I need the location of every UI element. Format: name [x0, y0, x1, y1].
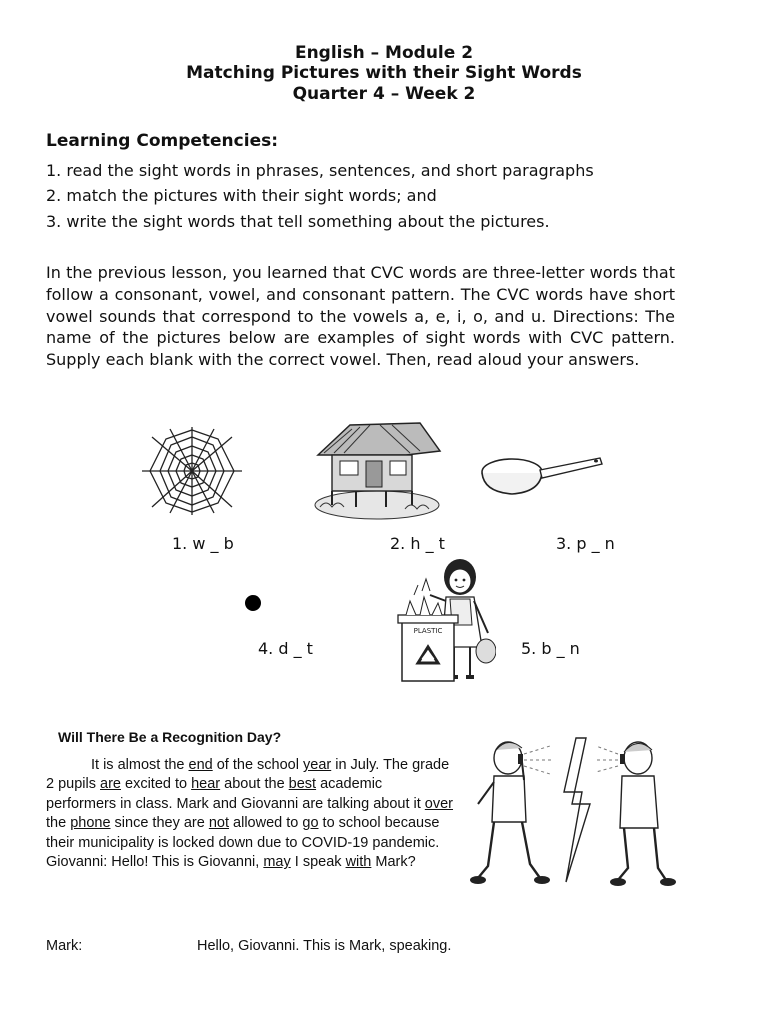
sight-word: phone: [70, 815, 111, 832]
competency-item: 2. match the pictures with their sight words; and: [46, 186, 437, 205]
lesson-title: Matching Pictures with their Sight Words: [186, 63, 582, 83]
story-text: about the: [220, 776, 289, 793]
story-text: to school because their municipality is locked down due to COVID-19 pandemic.: [46, 815, 440, 851]
intro-paragraph: In the previous lesson, you learned that CVC words are three-letter words that follow a consonant, vowel, and consonant pattern. The CVC words have short vowel sounds that correspond to the vowels a, e, i, o, and u. Directions: The name of the pictures below are examples of sight words with CVC pattern. Supply each blank with the correct vowel. Then, read aloud your answers.: [46, 263, 675, 370]
competencies-title: Learning Competencies:: [46, 131, 279, 151]
pan-icon: [478, 448, 606, 500]
story-text: since they are: [110, 815, 209, 832]
sight-word: best: [288, 776, 317, 793]
story-paragraph: [46, 756, 456, 872]
story-text: in July. The grade 2 pupils: [46, 757, 450, 793]
story-text: I speak: [290, 854, 346, 871]
sight-word: over: [424, 795, 454, 812]
competency-item: 3. write the sight words that tell something about the pictures.: [46, 212, 550, 231]
story-body: [46, 756, 456, 853]
picture-label-pan: 3. p _ n: [556, 534, 615, 553]
girl-with-recycle-bin-icon: [396, 555, 496, 685]
competency-item: 1. read the sight words in phrases, sentences, and short paragraphs: [46, 161, 594, 180]
story-text: the: [46, 815, 71, 832]
story-title: Will There Be a Recognition Day?: [58, 729, 282, 745]
sight-word: go: [302, 815, 319, 832]
giovanni-line: [46, 853, 456, 872]
sight-word: not: [208, 815, 230, 832]
bin-label: PLASTIC: [413, 627, 443, 635]
quarter-week: Quarter 4 – Week 2: [292, 84, 476, 104]
mark-speaker: Mark:: [46, 938, 83, 954]
story-text: It is almost the: [91, 757, 189, 773]
mark-line: Hello, Giovanni. This is Mark, speaking.: [197, 938, 452, 954]
story-text: of the school: [212, 757, 303, 773]
sight-word: with: [345, 854, 372, 871]
picture-label-dot: 4. d _ t: [258, 639, 313, 658]
story-text: allowed to: [229, 815, 303, 832]
spider-web-icon: [140, 425, 244, 517]
module-title: English – Module 2: [294, 43, 474, 63]
picture-label-hut: 2. h _ t: [390, 534, 445, 553]
sight-word: hear: [191, 776, 221, 793]
sight-word: end: [188, 757, 213, 773]
sight-word: may: [263, 854, 291, 871]
sight-word: are: [100, 776, 121, 793]
sight-word: year: [303, 757, 332, 773]
story-text: Mark?: [371, 854, 416, 871]
story-text: academic performers in class. Mark and Giovanni are talking about it: [46, 776, 425, 812]
story-text: Giovanni: Hello! This is Giovanni,: [46, 854, 264, 871]
story-text: excited to: [120, 776, 192, 793]
two-boys-on-phone-icon: [468, 732, 678, 892]
picture-label-web: 1. w _ b: [172, 534, 234, 553]
picture-label-bin: 5. b _ n: [521, 639, 580, 658]
dot-icon: [244, 594, 262, 612]
hut-icon: [310, 415, 445, 523]
